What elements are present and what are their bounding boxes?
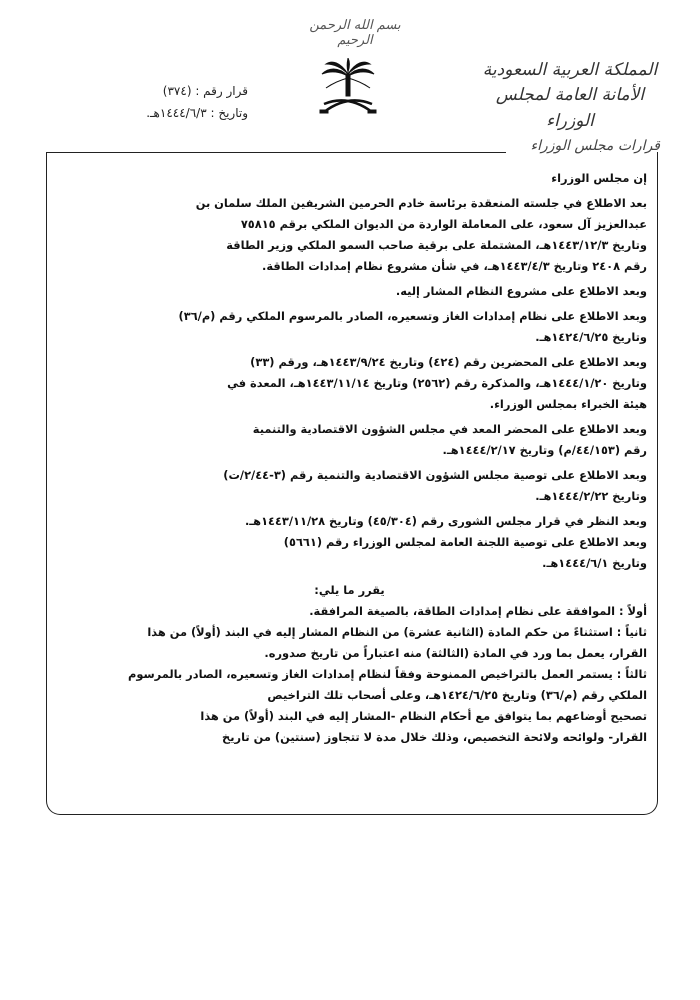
body-line: وبعد النظر في قرار مجلس الشورى رقم (٤٥/٣٠٤) وتاريخ ١٤٤٣/١١/٢٨هـ. xyxy=(244,514,647,528)
body-line: وتاريخ ١٤٤٤/٢/٢٢هـ. xyxy=(535,489,647,503)
body-line: وبعد الاطلاع على توصية اللجنة العامة لمجلس الوزراء رقم (٥٦٦١) xyxy=(283,535,647,549)
body-line: بعد الاطلاع في جلسته المنعقدة برئاسة خادم الحرمين الشريفين الملك سلمان بن xyxy=(195,196,647,210)
decisions-heading: قرارات مجلس الوزراء xyxy=(530,138,660,154)
secretariat-name: الأمانة العامة لمجلس الوزراء xyxy=(495,85,645,131)
letterhead xyxy=(470,58,670,134)
clause-first: أولاً : الموافقة على نظام إمدادات الطاقة، بالصيغة المرافقة. xyxy=(309,604,647,618)
body-line: تصحيح أوضاعهم بما يتوافق مع أحكام النظام -المشار إليه في البند (أولاً) من هذا xyxy=(200,709,647,723)
body-line: وبعد الاطلاع على نظام إمدادات الغاز وتسعيره، الصادر بالمرسوم الملكي رقم (م/٣٦) xyxy=(178,309,647,323)
body-line: وبعد الاطلاع على مشروع النظام المشار إليه. xyxy=(395,284,647,298)
decision-number: قرار رقم : (٣٧٤) xyxy=(162,84,248,98)
body-line: القرار، يعمل بما ورد في المادة (الثالثة) منه اعتباراً من تاريخ صدوره. xyxy=(264,646,647,660)
clause-third: ثالثاً : يستمر العمل بالتراخيص الممنوحة وفقاً لنظام إمدادات الغاز وتسعيره، الصادر بالمرسوم xyxy=(127,667,647,681)
body-line: وتاريخ ١٤٤٣/١٢/٣هـ، المشتملة على برقية صاحب السمو الملكي وزير الطاقة xyxy=(226,238,647,252)
body-line: الملكي رقم (م/٣٦) وتاريخ ١٤٢٤/٦/٢٥هـ، وعلى أصحاب تلك التراخيص xyxy=(267,688,647,702)
body-line: وتاريخ ١٤٢٤/٦/٢٥هـ. xyxy=(535,330,647,344)
kingdom-name: المملكة العربية السعودية xyxy=(482,60,658,80)
council-opening: إن مجلس الوزراء xyxy=(551,171,647,185)
saudi-emblem-icon xyxy=(318,58,378,120)
body-line: هيئة الخبراء بمجلس الوزراء. xyxy=(489,397,647,411)
body-line: وبعد الاطلاع على المحضر المعد في مجلس الشؤون الاقتصادية والتنمية xyxy=(252,422,647,436)
resolves-heading: يقرر ما يلي: xyxy=(314,583,385,597)
body-line: القرار- ولوائحه ولائحة التخصيص، وذلك خلال مدة لا تتجاوز (سنتين) من تاريخ xyxy=(222,730,647,744)
body-line: وبعد الاطلاع على توصية مجلس الشؤون الاقتصادية والتنمية رقم (٣-٢/٤٤/ت) xyxy=(223,468,647,482)
decision-date: وتاريخ : ١٤٤٤/٦/٣هـ. xyxy=(146,106,248,120)
body-line: عبدالعزيز آل سعود، على المعاملة الواردة من الديوان الملكي برقم ٧٥٨١٥ xyxy=(240,217,647,231)
body-line: رقم ٢٤٠٨ وتاريخ ١٤٤٣/٤/٣هـ، في شأن مشروع نظام إمدادات الطاقة. xyxy=(262,259,647,273)
body-line: وبعد الاطلاع على المحضرين رقم (٤٢٤) وتاريخ ١٤٤٣/٩/٢٤هـ، ورقم (٣٣) xyxy=(250,355,647,369)
decision-meta xyxy=(98,80,248,124)
basmala-calligraphy: بسم الله الرحمن الرحيم xyxy=(309,18,401,48)
body-line: وتاريخ ١٤٤٤/٦/١هـ. xyxy=(542,556,647,570)
body-line: وتاريخ ١٤٤٤/١/٢٠هـ، والمذكرة رقم (٢٥٦٢) وتاريخ ١٤٤٣/١١/١٤هـ، المعدة في xyxy=(227,376,647,390)
body-line: رقم (٤٤/١٥٣/م) وتاريخ ١٤٤٤/٢/١٧هـ. xyxy=(442,443,647,457)
decision-body xyxy=(52,168,647,748)
clause-second: ثانياً : استثناءً من حكم المادة (الثانية عشرة) من النظام المشار إليه في البند (أولاً) من هذا xyxy=(147,625,647,639)
